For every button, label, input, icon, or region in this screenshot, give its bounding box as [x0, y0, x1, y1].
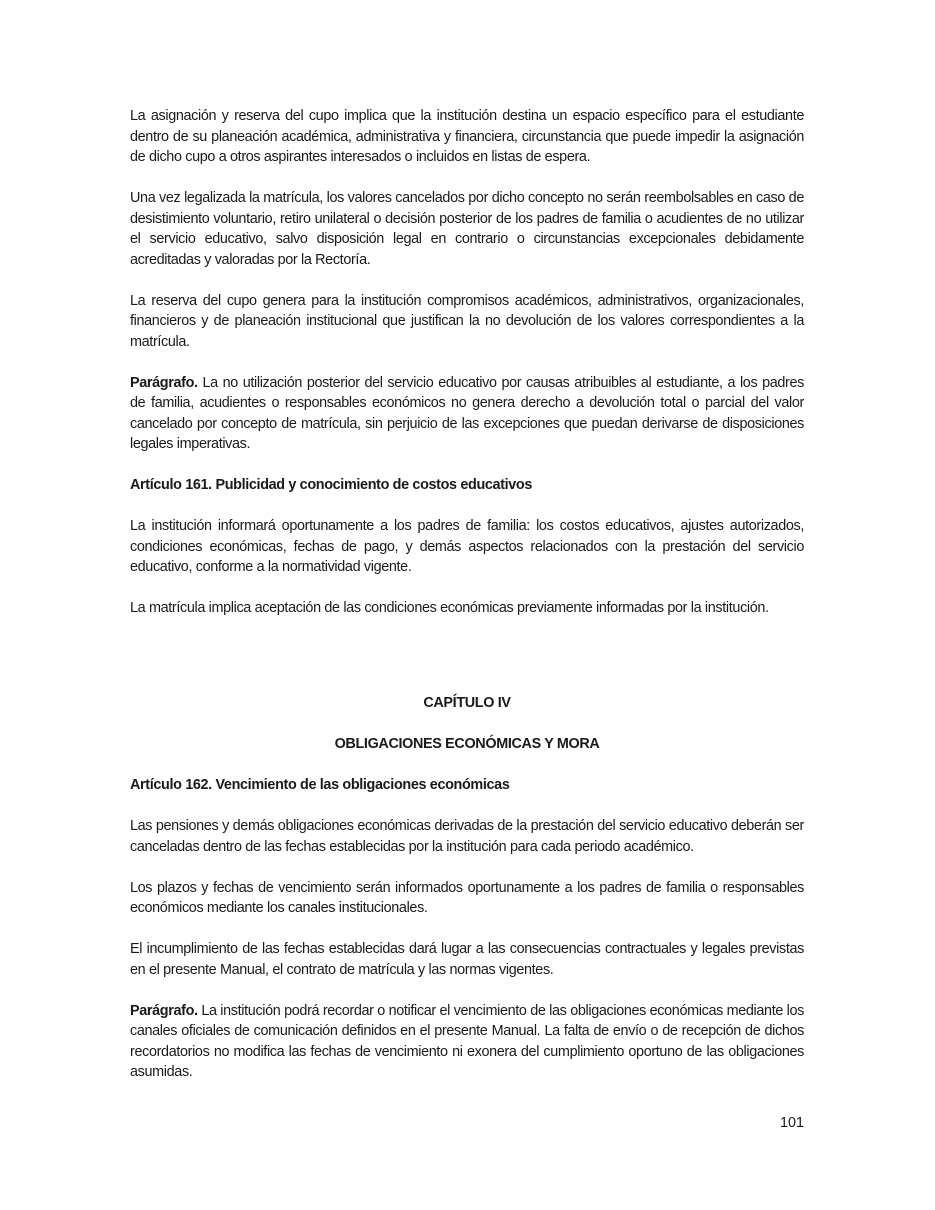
article-162-paragraph: El incumplimiento de las fechas establecidas dará lugar a las consecuencias contractuales y legales previstas en el presente Manual, el contrato de matrícula y las normas vigentes. — [130, 941, 804, 978]
document-page — [130, 106, 804, 1083]
paragrafo-label: Parágrafo. — [130, 1002, 198, 1019]
article-162-paragraph: Las pensiones y demás obligaciones económicas derivadas de la prestación del servicio educativo deberán ser canceladas dentro de las fechas establecidas por la institución para cada periodo académico. — [130, 818, 804, 855]
paragraph-matricula-no-reembolsable: Una vez legalizada la matrícula, los valores cancelados por dicho concepto no serán reembolsables en caso de desistimiento voluntario, retiro unilateral o decisión posterior de los padres de familia o acudientes de no utilizar el servicio educativo, salvo disposición legal en contrario o circunstancias excepcionales debidamente acreditadas y valoradas por la Rectoría. — [130, 190, 804, 268]
paragrafo-text: La institución podrá recordar o notificar el vencimiento de las obligaciones económicas mediante los canales oficiales de comunicación definidos en el presente Manual. La falta de envío o de recepción de dichos recordatorios no modifica las fechas de vencimiento ni exonera del cumplimiento oportuno de las obligaciones asumidas. — [130, 1002, 804, 1080]
chapter-title: OBLIGACIONES ECONÓMICAS Y MORA — [334, 736, 600, 752]
paragrafo-no-devolucion — [130, 373, 804, 455]
paragrafo-label: Parágrafo. — [130, 374, 198, 391]
article-161-paragraph: La matrícula implica aceptación de las condiciones económicas previamente informadas por la institución. — [130, 600, 769, 616]
paragraph-compromisos-institucion: La reserva del cupo genera para la institución compromisos académicos, administrativos, organizacionales, financieros y de planeación institucional que justifican la no devolución de los valores correspondientes a la matrícula. — [130, 292, 804, 350]
chapter-number: CAPÍTULO IV — [423, 695, 511, 711]
article-162-paragraph: Los plazos y fechas de vencimiento serán informados oportunamente a los padres de familia o responsables económicos mediante los canales institucionales. — [130, 879, 804, 916]
paragrafo-text: La no utilización posterior del servicio educativo por causas atribuibles al estudiante, a los padres de familia, acudientes o responsables económicos no genera derecho a devolución total o parcial del valor cancelado por concepto de matrícula, sin perjuicio de las excepciones que puedan derivarse de disposiciones legales imperativas. — [130, 374, 804, 452]
article-161-title: Artículo 161. Publicidad y conocimiento de costos educativos — [130, 477, 533, 493]
article-161-paragraph: La institución informará oportunamente a los padres de familia: los costos educativos, ajustes autorizados, condiciones económicas, fechas de pago, y demás aspectos relacionados con la prestación del servicio educativo, conforme a la normatividad vigente. — [130, 518, 804, 575]
article-162-title: Artículo 162. Vencimiento de las obligaciones económicas — [130, 777, 510, 793]
page-number: 101 — [779, 1115, 804, 1131]
section-spacer — [130, 639, 804, 693]
paragraph-cupo-reserva: La asignación y reserva del cupo implica que la institución destina un espacio específico para el estudiante dentro de su planeación académica, administrativa y financiera, circunstancia que puede impedir la asignación de dicho cupo a otros aspirantes interesados o incluidos en listas de espera. — [130, 108, 804, 165]
paragrafo-vencimiento — [130, 1001, 804, 1083]
